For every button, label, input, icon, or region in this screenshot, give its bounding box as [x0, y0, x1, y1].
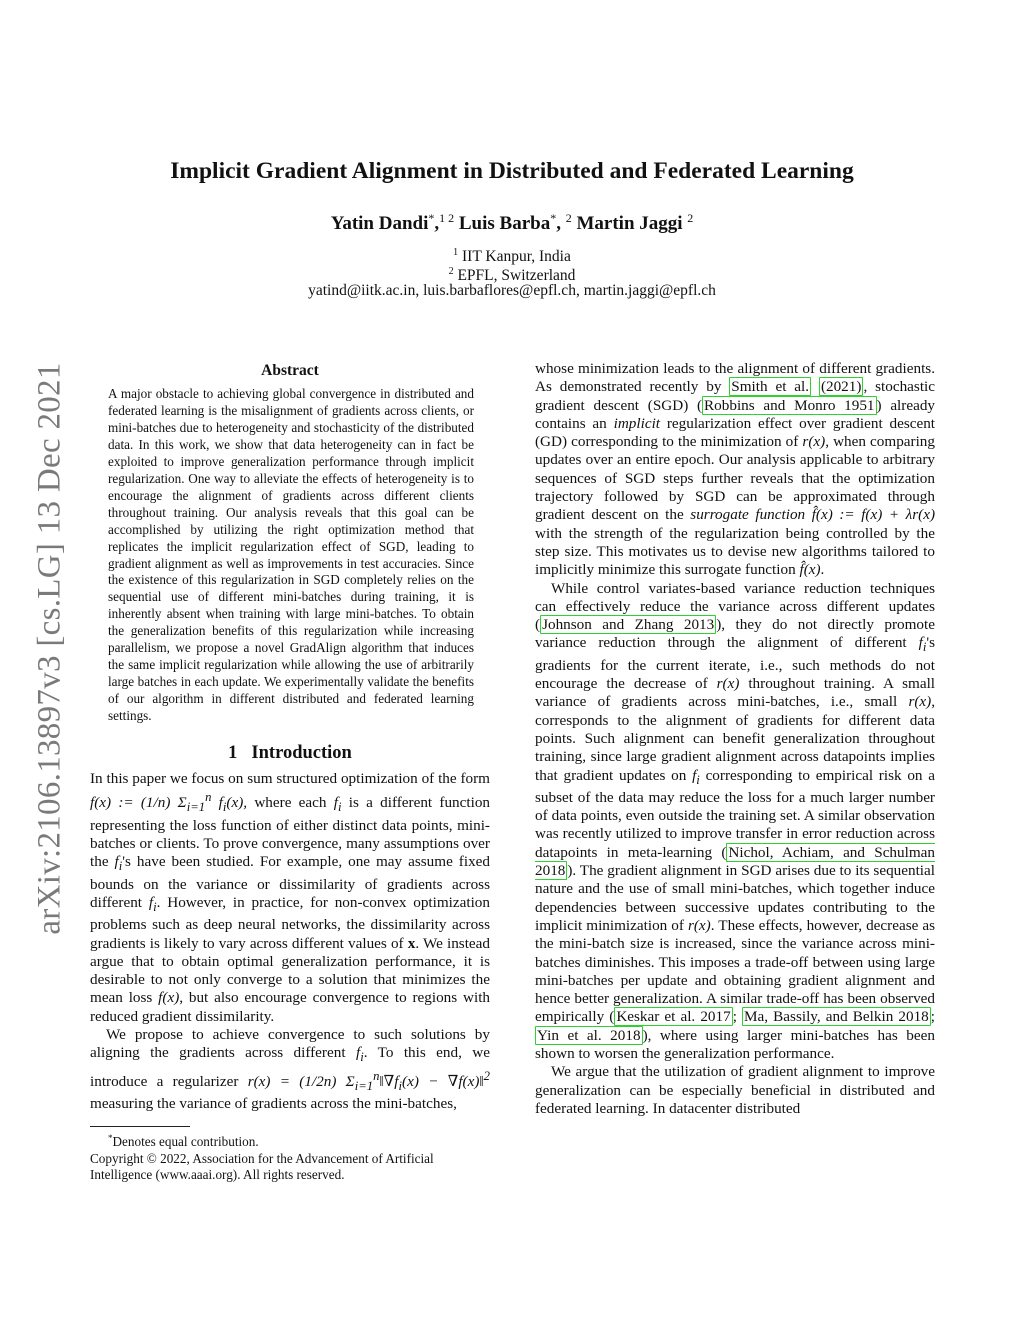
formula — [148, 893, 157, 914]
abstract-text: A major obstacle to achieving global convergence in distributed and federated learning is the misalignment of gradients across clients, or mini-batches due to heterogeneity and stochasticity of the distributed data. In this work, we show that data heterogeneity can in fact be exploited to improve generalization performance through implicit regularization. One way to alleviate the effects of heterogeneity is to encourage the alignment of gradients across different clients throughout training. Our analysis reveals that this goal can be accomplished by utilizing the right optimization method that replicates the implicit regularization effect of SGD, leading to gradient alignment as well as improvements in test accuracies. Since the existence of this regularization in SGD completely relies on the sequential use of different mini-batches during training, it is inherently absent when training with large mini-batches. To obtain the generalization benefits of this regularization while increasing parallelism, we propose a novel GradAlign algorithm that induces the same implicit regularization while allowing the use of arbitrarily large batches in each update. We experimentally validate the benefits of our algorithm in different distributed and federated learning settings. — [108, 386, 474, 724]
formula — [90, 790, 248, 815]
formula-text: f — [918, 634, 923, 652]
footnote-text: Denotes equal contribution. — [112, 1134, 259, 1149]
citation-link[interactable]: Robbins and Monro 1951 — [704, 396, 875, 414]
author-list: Yatin Dandi*,$^{1 2}$ Luis Barba*, $^2$ Martin Jaggi $^2$ — [330, 211, 694, 234]
right-column — [535, 360, 935, 1118]
text-run: , stochastic gradient descent (SGD) ( — [535, 378, 935, 414]
footnote-equal-contribution — [90, 1130, 490, 1151]
formula-sub: i=1 — [186, 800, 206, 815]
arxiv-identifier-sidebar — [28, 352, 72, 944]
formula-text: r(x) — [687, 916, 711, 934]
formula-sub: i — [360, 1050, 364, 1065]
author-affiliation-mark: 2 — [687, 211, 694, 225]
text-run: ). The gradient alignment in SGD arises due to its sequential nature and the use of small mini-batches, which together induce dependencies between successive updates contributing to the implicit minimization of — [535, 862, 935, 934]
text-run: with the strength of the regularization being controlled by the step size. This motivates us to devise new algorithms tailored to implicitly minimize this surrogate function — [535, 524, 935, 579]
text-run: In this paper we focus on sum structured optimization of the form — [90, 770, 490, 788]
formula-text: (x) − ∇f(x)‖ — [402, 1072, 484, 1090]
text-run: measuring the variance of gradients across the mini-batches, — [90, 1095, 457, 1113]
text-run: is a different function representing the loss function of either distinct data points, mini-batches or clients. To prove convergence, many assumptions over the — [90, 794, 491, 871]
affiliation-number: 2 — [448, 266, 454, 277]
intro-paragraph-1 — [90, 770, 490, 1026]
author-name: Yatin Dandi — [330, 213, 429, 234]
formula-text: f(x) — [158, 989, 180, 1007]
formula-sub: i — [337, 800, 342, 815]
emphasis: surrogate function — [690, 506, 806, 524]
citation-link[interactable]: Johnson and Zhang 2013 — [542, 616, 715, 634]
abstract-heading: Abstract — [261, 362, 319, 379]
footnote-mark: * — [108, 1133, 113, 1143]
copyright-notice: Copyright © 2022, Association for the Advancement of Artificial Intelligence (www.aaai.org). All rights reserved. — [90, 1150, 434, 1183]
text-run: ) already contains an — [535, 396, 936, 432]
author-emails: yatind@iitk.ac.in, luis.barbaflores@epfl.ch, martin.jaggi@epfl.ch — [308, 282, 716, 299]
affiliation-text: IIT Kanpur, India — [462, 248, 571, 265]
formula-text: r(x) — [908, 693, 932, 711]
text-run: . To this end, we introduce a regularizer — [90, 1044, 491, 1090]
right-paragraph-3: We argue that the utilization of gradient alignment to improve generalization can be especially beneficial in distributed and federated learning. In datacenter distributed — [535, 1063, 935, 1117]
emphasis: implicit — [613, 414, 661, 432]
formula-text: ‖∇f — [379, 1072, 399, 1090]
text-run: ; — [930, 1008, 936, 1026]
formula-text: f̂(x) := f(x) + λr(x) — [811, 506, 935, 524]
formula-text: x — [407, 934, 416, 952]
formula-text: r(x) — [716, 675, 740, 693]
paper-title: Implicit Gradient Alignment in Distributed and Federated Learning — [170, 158, 854, 184]
citation-link[interactable]: Smith et al. — [731, 378, 810, 396]
text-run: . These effects, however, decrease as the mini-batch size is increased, since the variance across mini-batches diminishes. This imposes a trade-off between using large mini-batches per update and obtaining gradient alignment and hence better generalization. A similar trade-off has been observed empirically ( — [535, 916, 936, 1026]
author-mark: * — [428, 211, 435, 225]
affiliation-number: 1 — [453, 247, 459, 258]
text-run: ; — [732, 1008, 737, 1026]
formula-sub: i — [153, 900, 157, 914]
author-mark: * — [550, 211, 557, 225]
text-run: corresponding to empirical risk on a subset of the data may reduce the loss for a much larger number of data points, even outside the training set. A similar observation was recently utilized to improve transfer in error reduction across datapoints in meta-learning ( — [535, 766, 935, 861]
text-run: , but also encourage convergence to regions with reduced gradient dissimilarity. — [90, 989, 491, 1025]
formula-sub: i — [222, 800, 227, 815]
arxiv-identifier: arXiv:2106.13897v3 [cs.LG] 13 Dec 2021 — [31, 361, 68, 935]
formula — [692, 766, 700, 787]
formula-text: f̂(x) — [799, 561, 821, 579]
text-run: . — [820, 561, 825, 579]
formula-sup: n — [373, 1068, 380, 1083]
left-column — [90, 362, 490, 1113]
right-paragraph-1 — [535, 360, 935, 580]
author-affiliation-mark: 2 — [565, 211, 572, 225]
text-run: throughout training. A small variance of gradients across mini-batches, i.e., small — [535, 675, 936, 711]
citation-link[interactable]: Ma, Bassily, and Belkin 2018 — [744, 1008, 929, 1026]
formula-sub: i — [118, 859, 123, 874]
text-run: , corresponds to the alignment of gradients for different data points. Such alignment can benefit generalization throughout training, since large gradient alignment across datapoints implies that gradient updates on — [535, 693, 936, 784]
text-run: While control variates-based variance reduction techniques can effectively reduce the variance across different updates ( — [535, 579, 935, 634]
formula-sup: n — [205, 790, 212, 805]
formula-sub: i — [696, 772, 700, 787]
affiliation-text: EPFL, Switzerland — [457, 267, 576, 284]
formula-text: (x), — [226, 794, 248, 812]
formula — [247, 1068, 490, 1093]
formula-sub: i=1 — [354, 1078, 374, 1093]
citation-link[interactable]: Keskar et al. 2017 — [616, 1008, 731, 1026]
formula-text: f(x) := (1/n) Σ — [90, 794, 187, 812]
text-run: ), they do not directly promote variance reduction through the alignment of different — [535, 616, 935, 652]
citation-link[interactable]: Nichol, Achiam, and Schulman 2018 — [535, 843, 935, 880]
formula-text: f — [692, 766, 697, 784]
text-run: 's gradients for the current iterate, i.e., such methods do not encourage the decrease of — [535, 634, 936, 693]
text-run: . However, in practice, for non-convex optimization problems such as deep neural networks, the dissimilarity across gradients is likely to vary across different values of — [90, 893, 490, 952]
footnote-rule — [90, 1126, 190, 1127]
author-name: Luis Barba — [458, 213, 551, 234]
author-affiliation-mark: 1 2 — [439, 211, 455, 225]
author-name: Martin Jaggi — [576, 213, 683, 234]
formula-text: f — [218, 794, 223, 812]
text-run: whose minimization leads to the alignment of different gradients. As demonstrated recently by — [535, 360, 935, 396]
text-run: regularization effect over gradient descent (GD) corresponding to the minimization of — [535, 414, 936, 451]
formula-text: f — [333, 794, 338, 812]
footnotes — [90, 1130, 490, 1184]
text-run: where each — [254, 794, 327, 812]
formula — [355, 1044, 364, 1065]
formula-text: f — [355, 1044, 361, 1062]
text-run: ), where using larger mini-batches has been shown to worsen the generalization performance. — [535, 1026, 935, 1063]
intro-paragraph-2 — [90, 1026, 490, 1113]
section-number: 1 — [228, 743, 238, 764]
section-title: Introduction — [251, 743, 352, 764]
formula-text: r(x) — [802, 433, 826, 451]
formula-sub: i — [398, 1078, 403, 1093]
formula-text: f — [114, 853, 119, 871]
formula-sub: i — [922, 640, 927, 655]
right-paragraph-2 — [535, 580, 935, 1064]
text-run: We propose to achieve convergence to such solutions by aligning the gradients across different — [90, 1026, 490, 1062]
text-run: , when comparing updates over an entire epoch. Our analysis applicable to arbitrary sequences of SGD steps further reveals that the optimization trajectory followed by SGD can be approximated through gradient descent on the — [535, 433, 935, 524]
citation-link[interactable]: Yin et al. 2018 — [537, 1026, 641, 1044]
section-heading — [90, 743, 490, 764]
text-run: . We instead argue that to obtain optimal generalization performance, it is desirable to not only converge to a solution that minimizes the mean loss — [90, 934, 490, 1007]
formula-text: f — [148, 893, 154, 911]
formula-sup: 2 — [483, 1068, 490, 1083]
formula-text: r(x) = (1/2n) Σ — [247, 1072, 355, 1090]
text-run: 's have been studied. For example, one may assume fixed bounds on the variance or dissimilarity of gradients across different — [90, 853, 490, 911]
formula — [333, 794, 342, 815]
citation-link[interactable]: (2021) — [820, 378, 862, 396]
